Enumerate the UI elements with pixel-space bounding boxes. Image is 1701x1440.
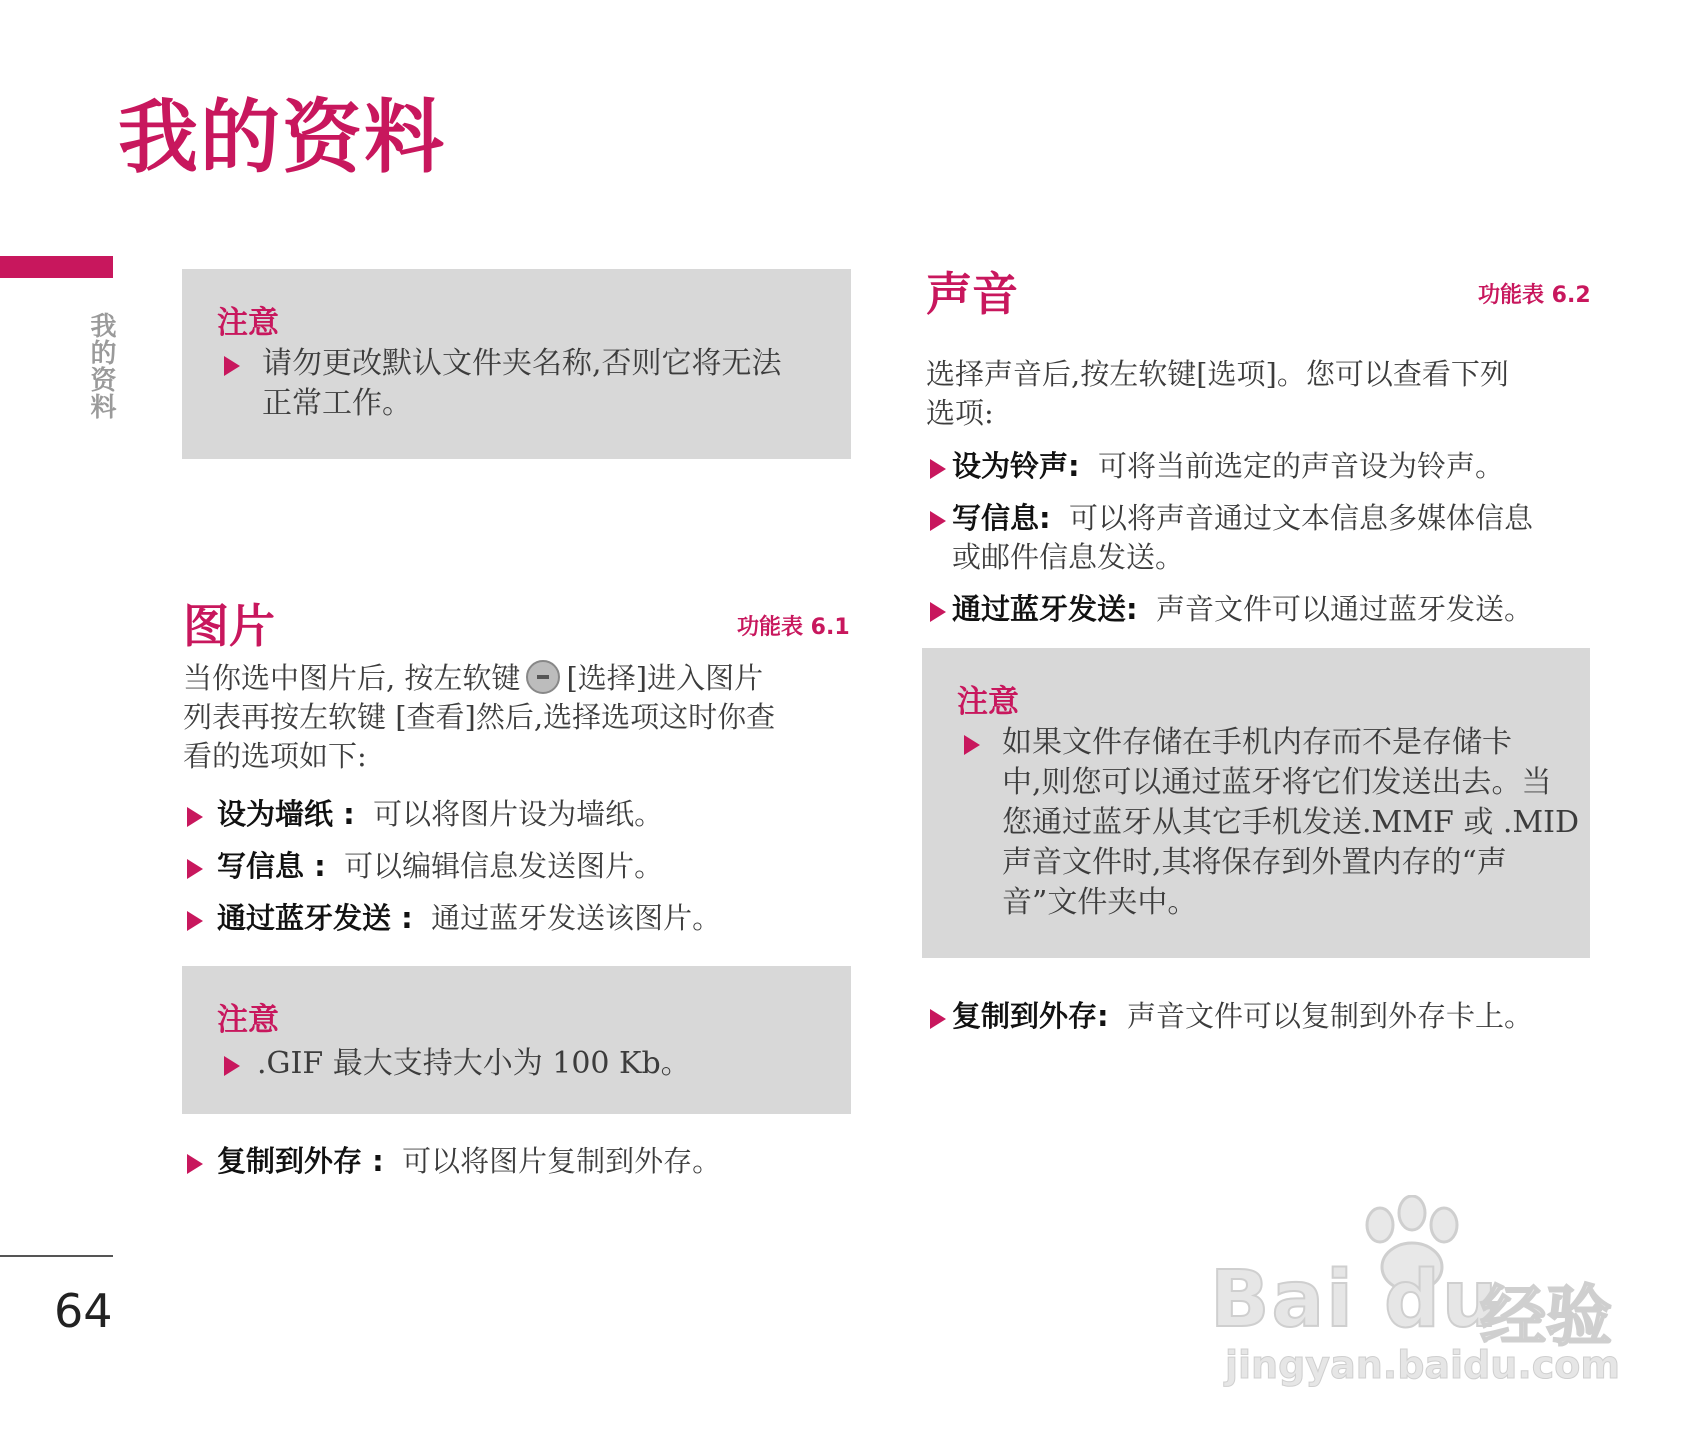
list-item-term: 通过蓝牙发送 :: [217, 901, 413, 935]
note-title: 注意: [217, 305, 279, 341]
list-item-term: 设为铃声:: [952, 449, 1080, 483]
triangle-arrow-icon: [224, 1056, 240, 1076]
note-text-line: 请勿更改默认文件夹名称,否则它将无法: [262, 346, 782, 381]
note-text-line: 中,则您可以通过蓝牙将它们发送出去。当: [1002, 765, 1552, 800]
watermark-brand: Bai du: [1210, 1255, 1500, 1345]
triangle-arrow-icon: [224, 356, 240, 376]
list-item: [930, 997, 1533, 1036]
triangle-arrow-icon: [930, 511, 946, 531]
paragraph-text: 看的选项如下:: [183, 739, 367, 773]
section-heading-sounds: 声音: [926, 267, 1018, 321]
list-item-desc: 声音文件可以复制到外存卡上。: [1127, 999, 1534, 1033]
list-item: [187, 1142, 721, 1181]
paragraph-text: 列表再按左软键 [查看]然后,选择选项这时你查: [183, 700, 776, 734]
paragraph-text: 选择声音后,按左软键[选项]。您可以查看下列: [926, 357, 1509, 391]
paragraph-text: [选择]进入图片: [566, 661, 764, 695]
menu-reference: 功能表 6.1: [737, 615, 850, 640]
list-item-desc: 可以编辑信息发送图片。: [344, 849, 664, 883]
paragraph-text: 选项:: [926, 396, 994, 430]
list-item: [930, 499, 1533, 577]
triangle-arrow-icon: [930, 1009, 946, 1029]
side-section-label: 我的资料: [86, 312, 116, 420]
section-paragraph: [183, 659, 863, 776]
list-item-term: 写信息:: [952, 501, 1051, 535]
note-text-line: 音”文件夹中。: [1002, 885, 1198, 920]
section-heading-pictures: 图片: [183, 599, 275, 653]
triangle-arrow-icon: [187, 807, 203, 827]
list-item: [187, 847, 663, 886]
list-item: [930, 447, 1504, 486]
list-item-term: 复制到外存:: [952, 999, 1109, 1033]
triangle-arrow-icon: [964, 735, 980, 755]
page-number: 64: [54, 1284, 113, 1338]
list-item-term: 复制到外存 :: [217, 1144, 384, 1178]
section-paragraph: [926, 355, 1586, 433]
list-item-term: 写信息 :: [217, 849, 326, 883]
list-item-desc: 可将当前选定的声音设为铃声。: [1098, 449, 1505, 483]
note-text-line: 您通过蓝牙从其它手机发送.MMF 或 .MID: [1002, 805, 1580, 840]
note-text-line: .GIF 最大支持大小为 100 Kb。: [257, 1046, 691, 1081]
left-softkey-icon: [526, 660, 560, 694]
triangle-arrow-icon: [930, 459, 946, 479]
list-item: [930, 590, 1533, 629]
list-item-desc: 通过蓝牙发送该图片。: [431, 901, 722, 935]
list-item-desc: 可以将声音通过文本信息多媒体信息: [1069, 501, 1534, 535]
baidu-watermark: [1210, 1195, 1630, 1385]
triangle-arrow-icon: [187, 911, 203, 931]
list-item-term: 设为墙纸 :: [217, 797, 355, 831]
note-box-bluetooth: [922, 648, 1590, 958]
list-item: [187, 795, 663, 834]
triangle-arrow-icon: [187, 859, 203, 879]
list-item-term: 通过蓝牙发送:: [952, 592, 1138, 626]
note-title: 注意: [957, 684, 1019, 720]
list-item: [187, 899, 721, 938]
triangle-arrow-icon: [930, 602, 946, 622]
triangle-arrow-icon: [187, 1154, 203, 1174]
note-box-gif-size: [182, 966, 851, 1114]
note-title: 注意: [217, 1002, 279, 1038]
note-text-line: 如果文件存储在手机内存而不是存储卡: [1002, 725, 1512, 760]
menu-reference: 功能表 6.2: [1478, 283, 1591, 308]
note-text-line: 正常工作。: [262, 386, 412, 421]
watermark-url: jingyan.baidu.com: [1225, 1343, 1620, 1387]
page-title: 我的资料: [118, 91, 446, 184]
list-item-desc-cont: 或邮件信息发送。: [952, 540, 1185, 574]
note-text-line: 声音文件时,其将保存到外置内存的“声: [1002, 845, 1507, 880]
list-item-desc: 可以将图片设为墙纸。: [373, 797, 664, 831]
list-item-desc: 可以将图片复制到外存。: [402, 1144, 722, 1178]
page-number-rule: [0, 1255, 113, 1257]
paragraph-text: 当你选中图片后, 按左软键: [183, 661, 521, 695]
watermark-cn: 经验: [1480, 1278, 1612, 1355]
side-accent-bar: [0, 256, 113, 278]
list-item-desc: 声音文件可以通过蓝牙发送。: [1156, 592, 1534, 626]
note-box-folder-names: [182, 269, 851, 459]
